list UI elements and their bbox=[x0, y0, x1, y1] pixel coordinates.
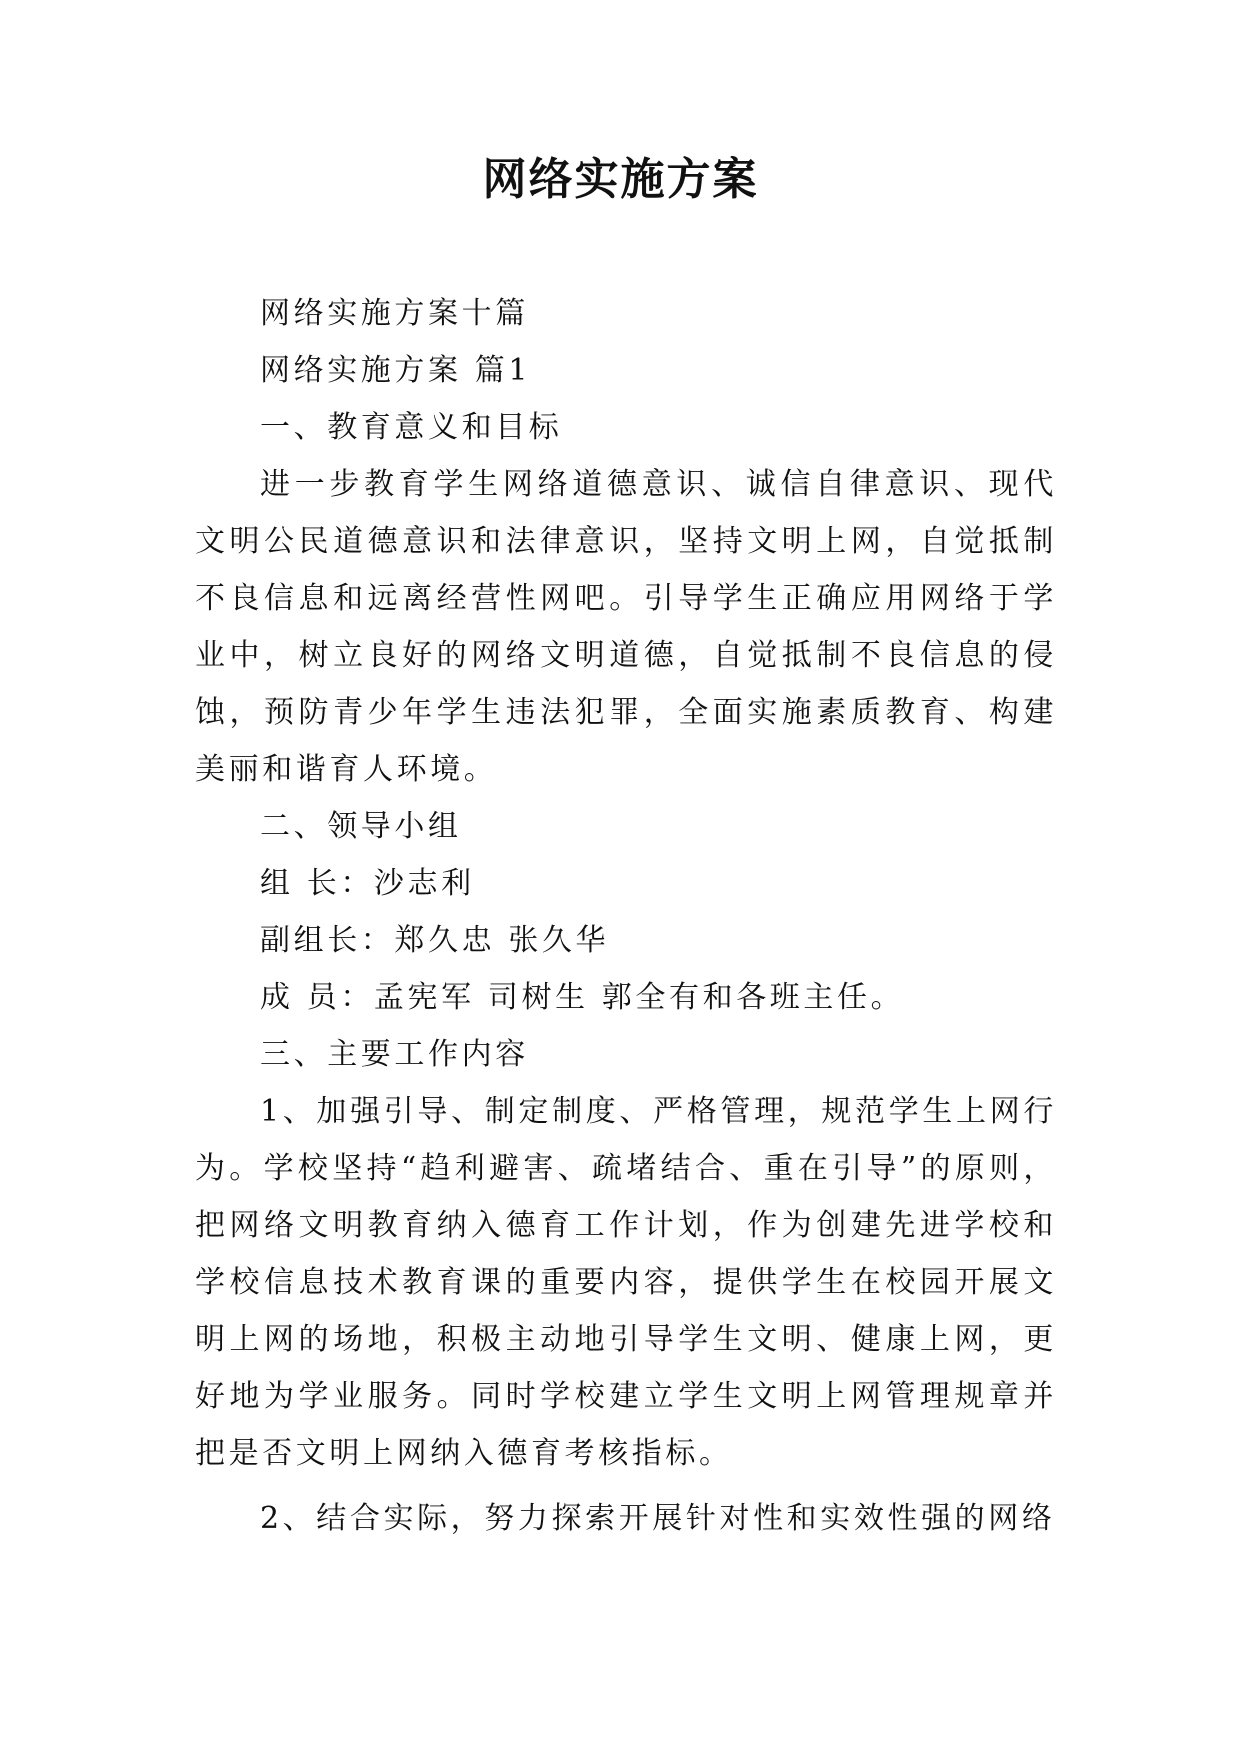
subtitle-line: 网络实施方案十篇 bbox=[260, 296, 529, 331]
line-members: 成 员：孟宪军 司树生 郭全有和各班主任。 bbox=[260, 980, 905, 1015]
heading-leadership-group: 二、领导小组 bbox=[260, 809, 462, 844]
heading-main-work: 三、主要工作内容 bbox=[260, 1037, 529, 1072]
document-title: 网络实施方案 bbox=[482, 154, 759, 205]
line-group-leader: 组 长：沙志利 bbox=[260, 866, 475, 901]
paragraph-work-item-2: 2、结合实际，努力探索开展针对性和实效性强的网络 bbox=[260, 1501, 1056, 1536]
document-body bbox=[195, 285, 1057, 1547]
section-heading-part-1: 网络实施方案 篇1 bbox=[260, 353, 532, 388]
paragraph-education-goals: 进一步教育学生网络道德意识、诚信自律意识、现代文明公民道德意识和法律意识，坚持文明上网，自觉抵制不良信息和远离经营性网吧。引导学生正确应用网络于学业中，树立良好的网络文明道德，自觉抵制不良信息的侵蚀，预防青少年学生违法犯罪，全面实施素质教育、构建美丽和谐育人环境。 bbox=[195, 467, 1057, 787]
heading-education-goals: 一、教育意义和目标 bbox=[260, 410, 563, 445]
paragraph-work-item-1: 1、加强引导、制定制度、严格管理，规范学生上网行为。学校坚持“趋利避害、疏堵结合、重在引导”的原则，把网络文明教育纳入德育工作计划，作为创建先进学校和学校信息技术教育课的重要内容，提供学生在校园开展文明上网的场地，积极主动地引导学生文明、健康上网，更好地为学业服务。同时学校建立学生文明上网管理规章并把是否文明上网纳入德育考核指标。 bbox=[195, 1094, 1057, 1471]
line-deputy-leaders: 副组长：郑久忠 张久华 bbox=[260, 923, 610, 958]
